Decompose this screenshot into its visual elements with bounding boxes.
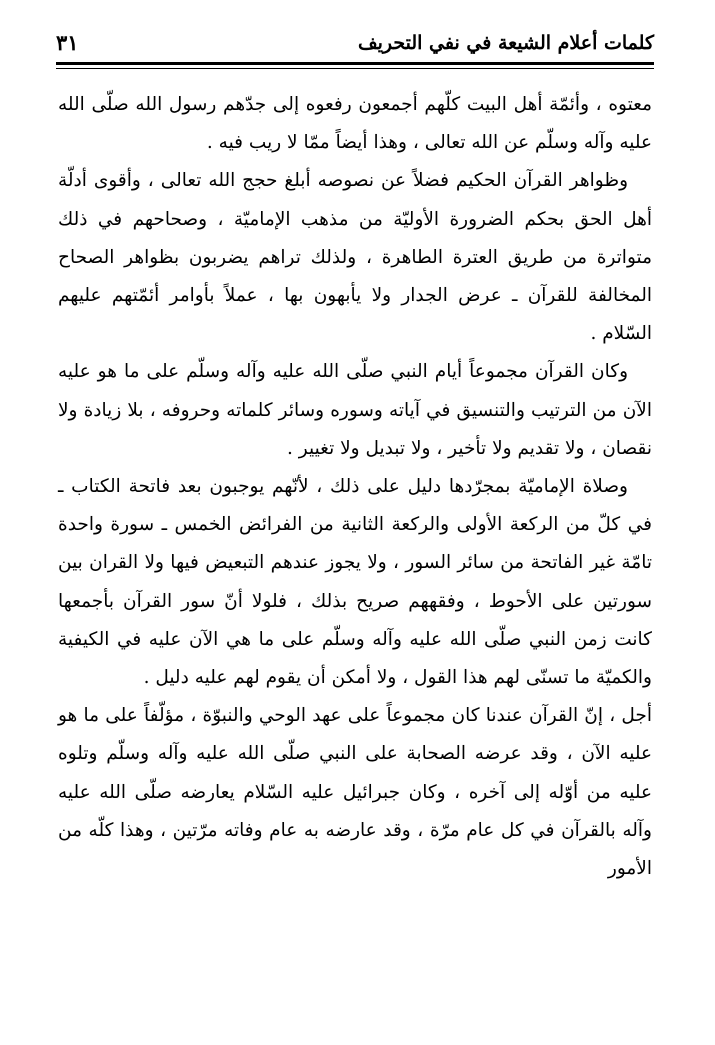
running-title: كلمات أعلام الشيعة في نفي التحريف	[357, 32, 654, 54]
paragraph-quran-evidence: وظواهر القرآن الحكيم فضلاً عن نصوصه أبلغ حجج الله تعالى ، وأقوى أدلّة أهل الحق بحكم الضرورة الأوليّة من مذهب الإماميّة ، وصحاحهم في ذلك متواترة من طريق العترة الطاهرة ، ولذلك تراهم يضربون بظواهر الصحاح المخالفة للقرآن ـ عرض الجدار ولا يأبهون بها ، عملاً بأوامر أئمّتهم عليهم السّلام .	[58, 170, 652, 345]
paragraph-quran-collected: وكان القرآن مجموعاً أيام النبي صلّى الله عليه وآله وسلّم على ما هو عليه الآن من الترتيب والتنسيق في آياته وسوره وسائر كلماته وحروفه ، بلا زيادة ولا نقصان ، ولا تقديم ولا تأخير ، ولا تبديل ولا تغيير .	[58, 361, 652, 459]
paragraph-imami-prayer: وصلاة الإماميّة بمجرّدها دليل على ذلك ، لأنّهم يوجبون بعد فاتحة الكتاب ـ في كلّ من الركعة الأولى والركعة الثانية من الفرائض الخمس ـ سورة واحدة تامّة غير الفاتحة من سائر السور ، ولا يجوز عندهم التبعيض فيها ولا القران بين سورتين على الأحوط ، وفقههم صريح بذلك ، فلولا أنّ سور القرآن بأجمعها كانت زمن النبي صلّى الله عليه وآله وسلّم على ما هي الآن عليه في الكيفية والكميّة ما تسنّى لهم هذا القول ، ولا أمكن أن يقوم لهم عليه دليل .	[58, 476, 652, 689]
header-rule-thick	[56, 62, 654, 65]
page-body	[58, 86, 652, 888]
page-header	[56, 30, 654, 60]
page-number: ٣١	[56, 30, 79, 55]
header-rule-thin	[56, 68, 654, 69]
paragraph-continuation: معتوه ، وأئمّة أهل البيت كلّهم أجمعون رفعوه إلى جدّهم رسول الله صلّى الله عليه وآله وسلّم عن الله تعالى ، وهذا أيضاً ممّا لا ريب فيه .	[58, 94, 652, 154]
paragraph-revelation-era: أجل ، إنّ القرآن عندنا كان مجموعاً على عهد الوحي والنبوّة ، مؤلّفاً على ما هو عليه الآن ، وقد عرضه الصحابة على النبي صلّى الله عليه وآله وسلّم وتلوه عليه من أوّله إلى آخره ، وكان جبرائيل عليه السّلام يعارضه صلّى الله عليه وآله بالقرآن في كل عام مرّة ، وقد عارضه به عام وفاته مرّتين ، وهذا كلّه من الأمور	[58, 705, 652, 880]
